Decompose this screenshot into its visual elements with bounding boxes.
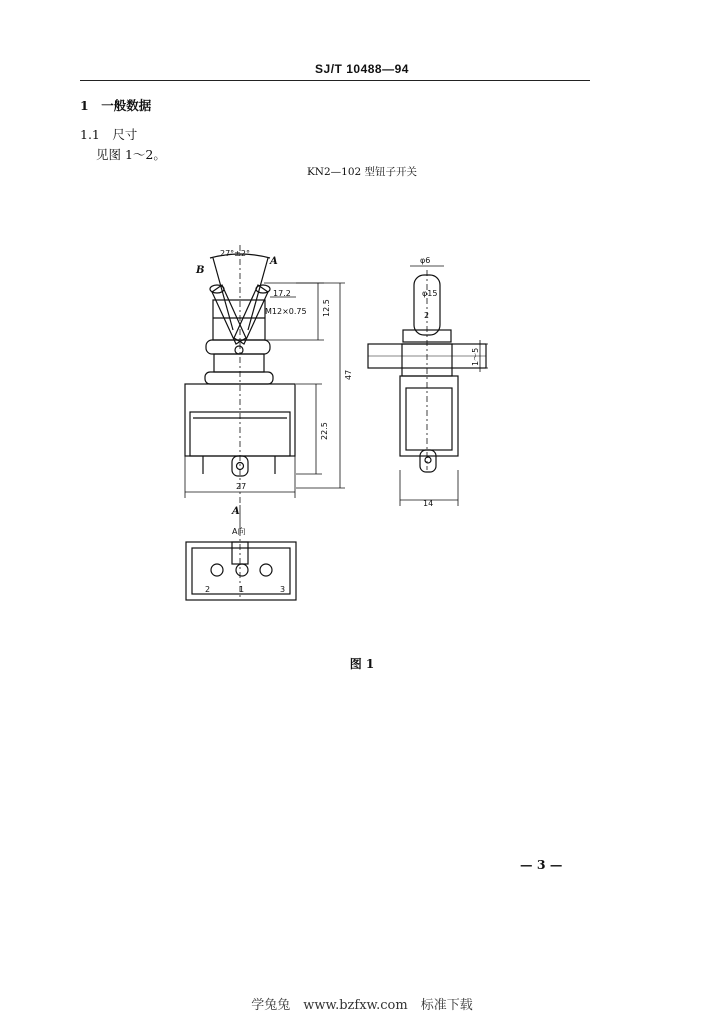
dim-17-2-label: 17.2 xyxy=(273,289,291,298)
terminal-3-label: 3 xyxy=(280,585,286,594)
dim-2-label: 2 xyxy=(424,311,430,320)
dim-12-5-label: 12.5 xyxy=(322,299,331,317)
dim-14-label: 14 xyxy=(423,499,434,508)
section-1-1-heading: 1.1 尺寸 xyxy=(80,127,138,142)
page-number: — 3 — xyxy=(520,857,563,872)
upper-nut xyxy=(206,340,270,354)
lower-nut xyxy=(205,372,273,384)
angle-label: 27°±2° xyxy=(220,249,250,258)
dim-1-5-label: 1～5 xyxy=(471,347,480,366)
section-1-heading: 1 一般数据 xyxy=(80,98,152,113)
view-a-arrow-label: A xyxy=(232,506,240,517)
figure-caption: 图 1 xyxy=(349,657,375,671)
standard-code-header: SJ/T 10488—94 xyxy=(315,62,409,76)
section-1-1-text: 见图 1～2。 xyxy=(96,147,166,162)
dim-27-label: 27 xyxy=(236,482,247,491)
position-a-label: A xyxy=(270,256,278,267)
thread-label: M12×0.75 xyxy=(265,307,307,316)
lever-a xyxy=(234,285,268,344)
position-b-label: B xyxy=(196,265,205,276)
dim-47-label: 47 xyxy=(344,369,353,380)
dim-phi15-label: φ15 xyxy=(422,289,438,298)
dim-22-5-label: 22.5 xyxy=(320,422,329,440)
bushing xyxy=(213,300,265,340)
view-a-direction-label: A向 xyxy=(232,527,246,536)
site-watermark: 学兔兔 www.bzfxw.com 标准下载 xyxy=(251,998,473,1013)
figure-title: KN2—102 型钮子开关 xyxy=(306,166,418,178)
terminal-1-label: 1 xyxy=(239,585,245,594)
terminal-2-label: 2 xyxy=(205,585,211,594)
dim-phi6-label: φ6 xyxy=(420,256,431,265)
